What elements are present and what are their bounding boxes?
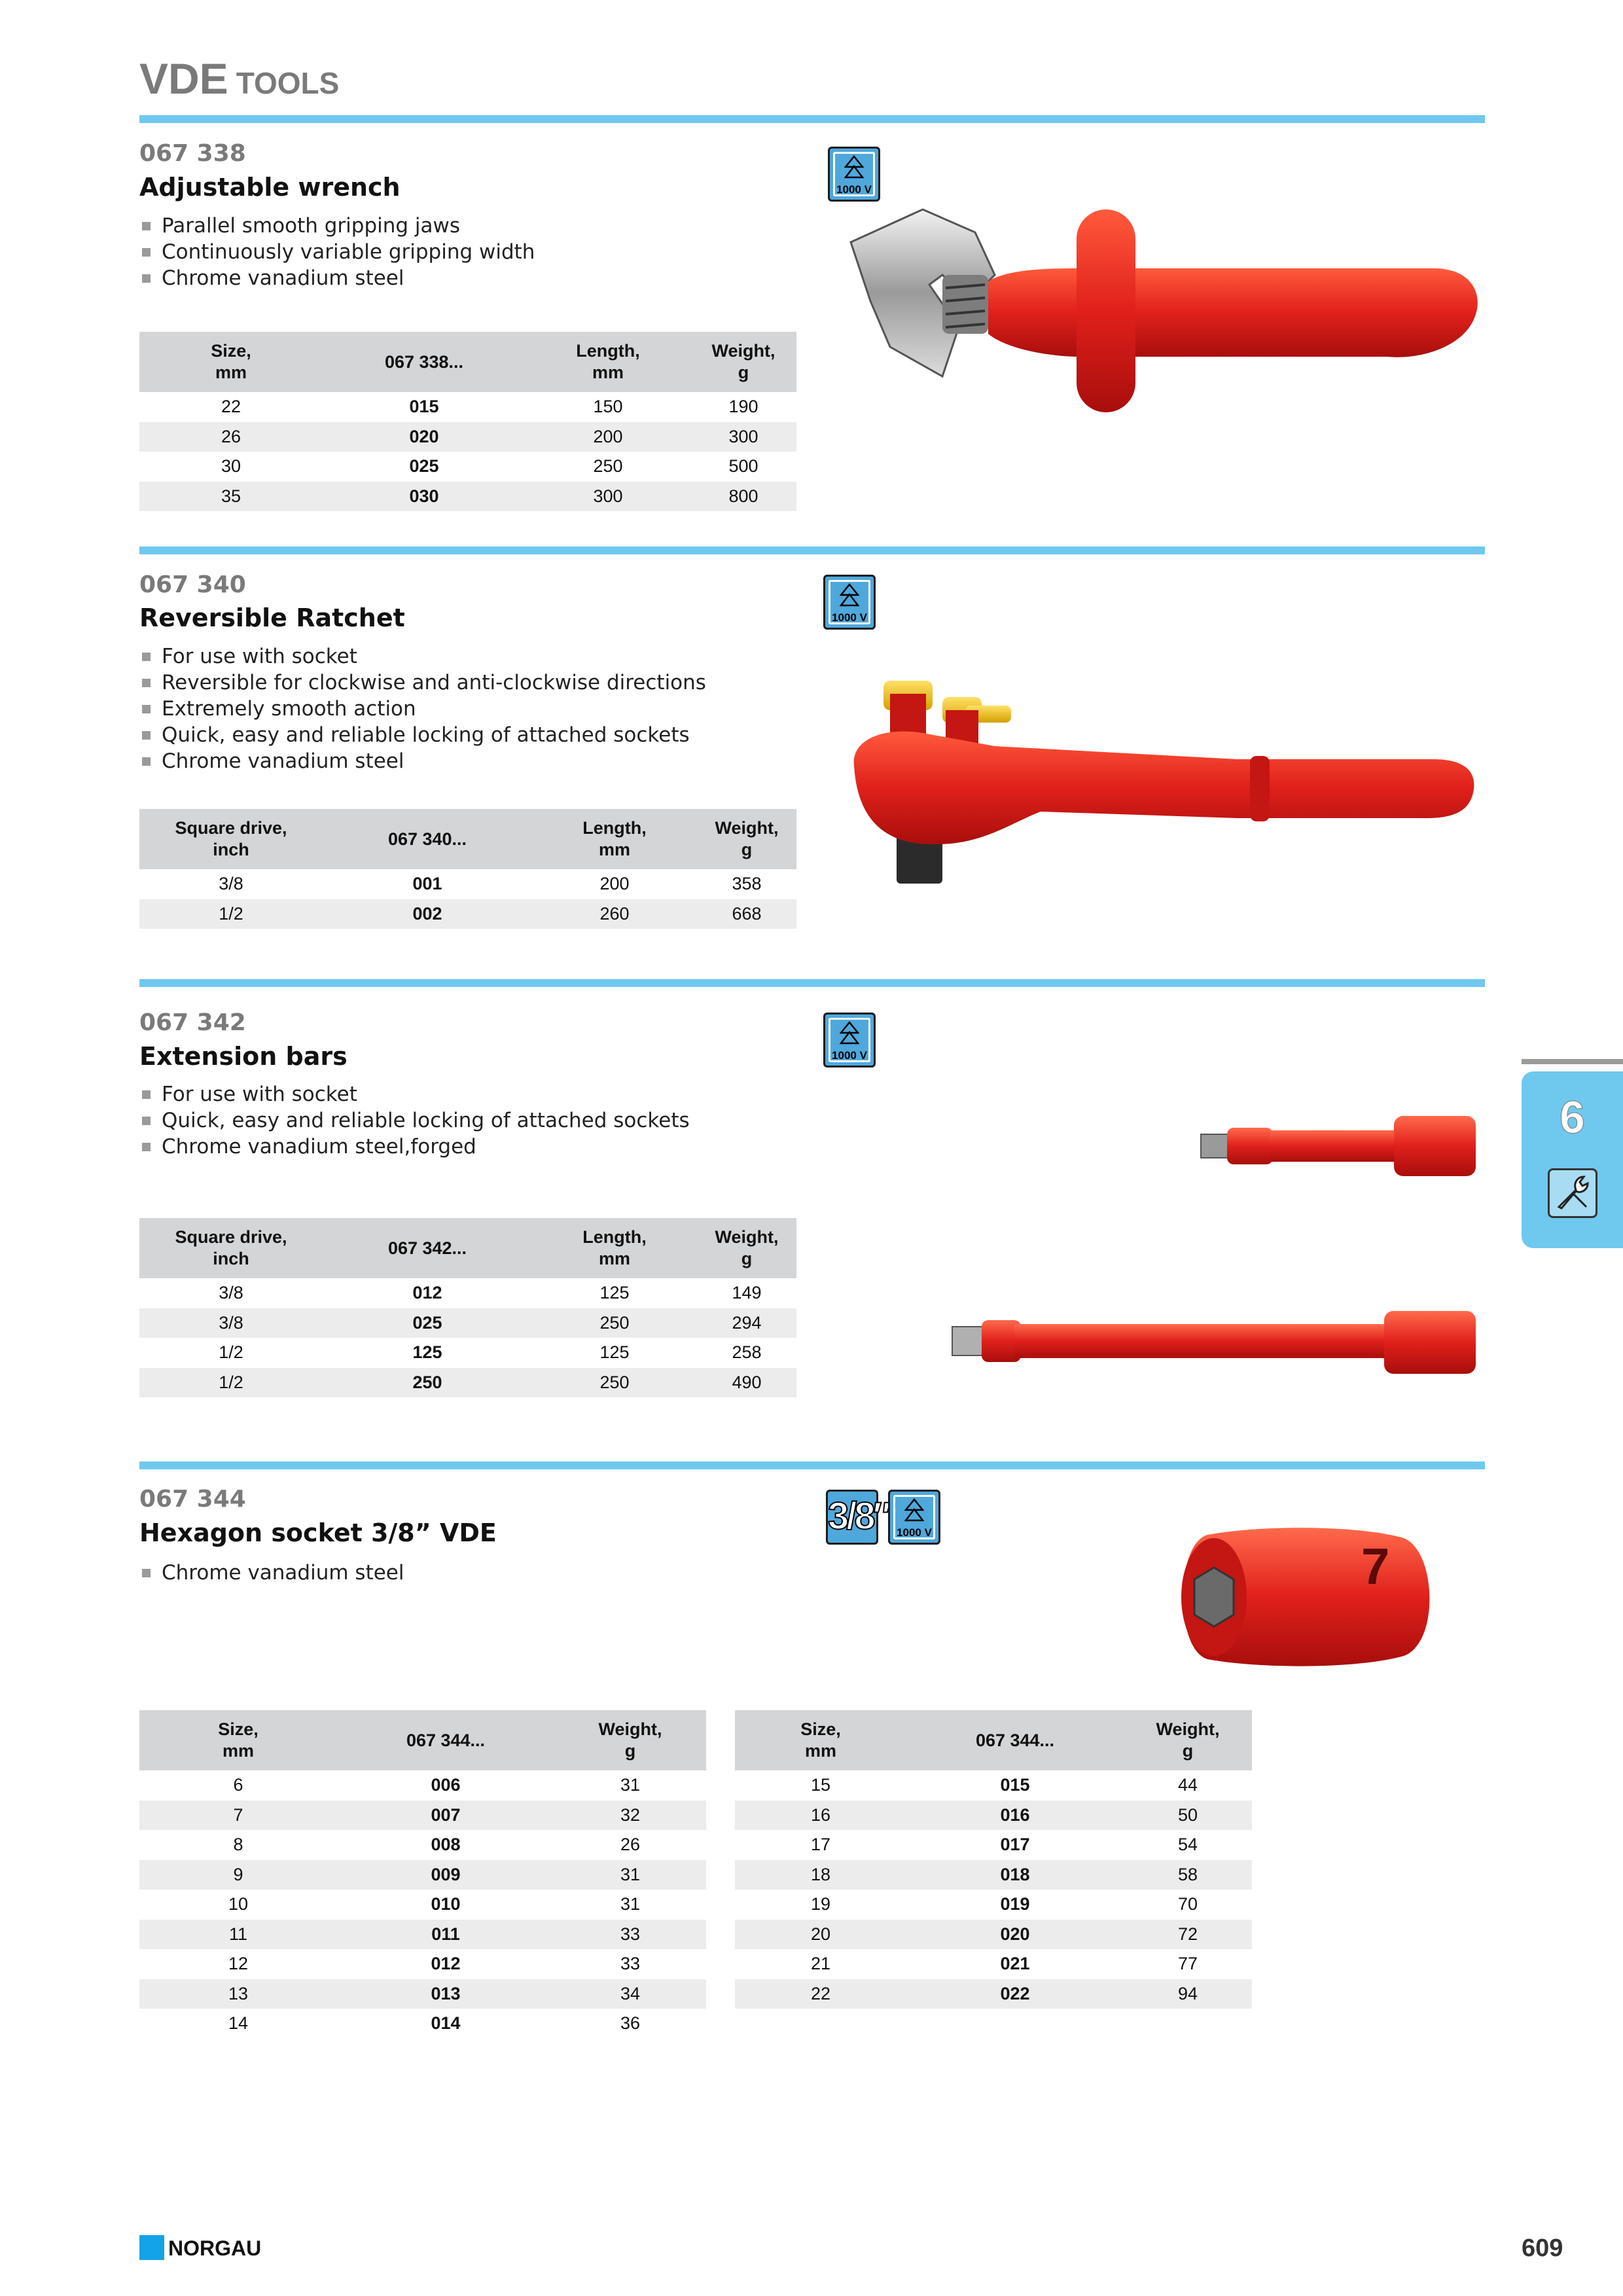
short-extension-bar-image: [1198, 1109, 1479, 1181]
table-row: 22 015 150 190: [221, 397, 758, 417]
product-code: 067 338: [139, 140, 246, 167]
chapter-number: 6: [1560, 1092, 1585, 1143]
table-row: 8 008 26: [233, 1835, 641, 1855]
table-row: 12 012 33: [228, 1954, 641, 1974]
brand-logo-square: [139, 2235, 164, 2260]
column-header: Size, mm: [735, 1710, 906, 1770]
table-row: 16 016 50: [735, 1801, 1252, 1831]
column-header: Square drive, inch: [139, 809, 323, 869]
table-row: 1/2 250 250 490: [139, 1368, 796, 1398]
feature-item: Quick, easy and reliable locking of attached sockets: [139, 722, 706, 748]
table-row: 3/8 025 250 294: [139, 1308, 796, 1338]
table-row: 15 015 44: [810, 1775, 1198, 1795]
feature-item: Quick, easy and reliable locking of attached sockets: [139, 1107, 690, 1134]
table-row: 7 007 32: [139, 1801, 706, 1831]
page-title-main: VDE: [139, 54, 228, 103]
table-row: 11 011 33: [139, 1920, 706, 1950]
feature-item: Chrome vanadium steel: [139, 265, 535, 291]
voltage-label: 1000 V: [832, 1049, 867, 1062]
section-rule: [139, 115, 1485, 123]
table-row: 6 006 31: [233, 1775, 641, 1795]
page-title: [139, 54, 339, 103]
feature-item: For use with socket: [139, 1081, 690, 1107]
drive-size-label: 3/8″: [828, 1495, 889, 1537]
feature-item: Extremely smooth action: [139, 696, 706, 722]
feature-item: Reversible for clockwise and anti-clockwise directions: [139, 670, 706, 696]
insulation-triangle-icon: [904, 1498, 924, 1523]
table-row: 3/8 012 125 149: [219, 1283, 762, 1303]
table-row: 22 022 94: [735, 1979, 1252, 2009]
page-number: 609: [1522, 2234, 1563, 2262]
table-row: 13 013 34: [139, 1979, 706, 2009]
table-row: 14 014 36: [228, 2013, 641, 2034]
long-extension-bar-image: [949, 1306, 1479, 1378]
hexagon-socket-image: [1168, 1522, 1443, 1672]
column-header: 067 344...: [337, 1710, 554, 1770]
feature-item: Chrome vanadium steel: [139, 1560, 404, 1586]
table-row: 1/2 002 260 668: [139, 899, 796, 929]
column-header: Size, mm: [139, 1710, 337, 1770]
feature-list: [139, 643, 706, 774]
section-rule: [139, 1462, 1485, 1469]
table-row: 21 021 77: [810, 1954, 1198, 1974]
column-header: Weight, g: [697, 809, 796, 869]
brand-name: NORGAU: [168, 2236, 262, 2260]
table-row: 10 010 31: [228, 1894, 641, 1914]
voltage-badge: [888, 1490, 940, 1545]
table-row: 18 018 58: [735, 1860, 1252, 1890]
table-row: 26 020 200 300: [139, 422, 796, 452]
adjustable-wrench-image: [844, 196, 1486, 412]
table-row: 9 009 31: [139, 1860, 706, 1890]
column-header: 067 340...: [323, 809, 532, 869]
reversible-ratchet-image: [844, 674, 1479, 890]
wrench-icon: [1548, 1168, 1597, 1218]
column-header: Length, mm: [532, 809, 697, 869]
column-header: 067 344...: [906, 1710, 1124, 1770]
column-header: 067 342...: [323, 1218, 532, 1278]
column-header: Weight, g: [1124, 1710, 1252, 1770]
table-row: 3/8 001 200 358: [219, 874, 762, 894]
spec-table: [139, 1218, 796, 1397]
feature-item: Parallel smooth gripping jaws: [139, 213, 535, 239]
product-code: 067 344: [139, 1486, 246, 1513]
page-title-sub: TOOLS: [236, 66, 340, 100]
insulation-triangle-icon: [840, 583, 859, 608]
table-row: 30 025 250 500: [221, 456, 758, 476]
feature-item: Chrome vanadium steel,forged: [139, 1134, 690, 1160]
feature-list: [139, 1081, 690, 1160]
product-code: 067 340: [139, 571, 246, 598]
section-rule: [139, 547, 1485, 554]
feature-list: [139, 213, 535, 291]
product-name: Reversible Ratchet: [139, 603, 405, 632]
column-header: Length, mm: [532, 1218, 697, 1278]
spec-table: [139, 809, 796, 929]
column-header: Length, mm: [526, 332, 690, 392]
voltage-badge: [828, 147, 880, 202]
chapter-tab[interactable]: [1522, 1071, 1623, 1248]
table-row: 17 017 54: [810, 1835, 1198, 1855]
feature-item: Chrome vanadium steel: [139, 748, 706, 774]
column-header: Weight, g: [697, 1218, 796, 1278]
column-header: Weight, g: [554, 1710, 706, 1770]
insulation-triangle-icon: [840, 1021, 859, 1046]
voltage-label: 1000 V: [832, 611, 867, 624]
table-row: 35 030 300 800: [139, 482, 796, 512]
product-name: Adjustable wrench: [139, 173, 401, 202]
table-row: 1/2 125 125 258: [219, 1342, 762, 1363]
voltage-label: 1000 V: [897, 1526, 932, 1539]
section-rule: [139, 979, 1485, 987]
column-header: Square drive, inch: [139, 1218, 323, 1278]
feature-list: [139, 1560, 404, 1586]
socket-size-marking: 7: [1361, 1537, 1390, 1595]
column-header: Size, mm: [139, 332, 323, 392]
chapter-tab-divider: [1522, 1059, 1623, 1064]
feature-item: For use with socket: [139, 643, 706, 670]
spec-table-right: [735, 1710, 1252, 2009]
table-row: 19 019 70: [810, 1894, 1198, 1914]
column-header: Weight, g: [690, 332, 796, 392]
voltage-badge: [823, 575, 876, 630]
drive-size-badge: [826, 1490, 889, 1545]
product-name: Extension bars: [139, 1042, 348, 1071]
product-code: 067 342: [139, 1009, 246, 1036]
insulation-triangle-icon: [844, 155, 864, 180]
spec-table: [139, 332, 796, 511]
voltage-label: 1000 V: [836, 183, 872, 196]
voltage-badge: [823, 1013, 876, 1067]
spec-table-left: [139, 1710, 706, 2039]
feature-item: Continuously variable gripping width: [139, 239, 535, 265]
column-header: 067 338...: [323, 332, 526, 392]
product-name: Hexagon socket 3/8” VDE: [139, 1518, 497, 1547]
table-row: 20 020 72: [735, 1920, 1252, 1950]
